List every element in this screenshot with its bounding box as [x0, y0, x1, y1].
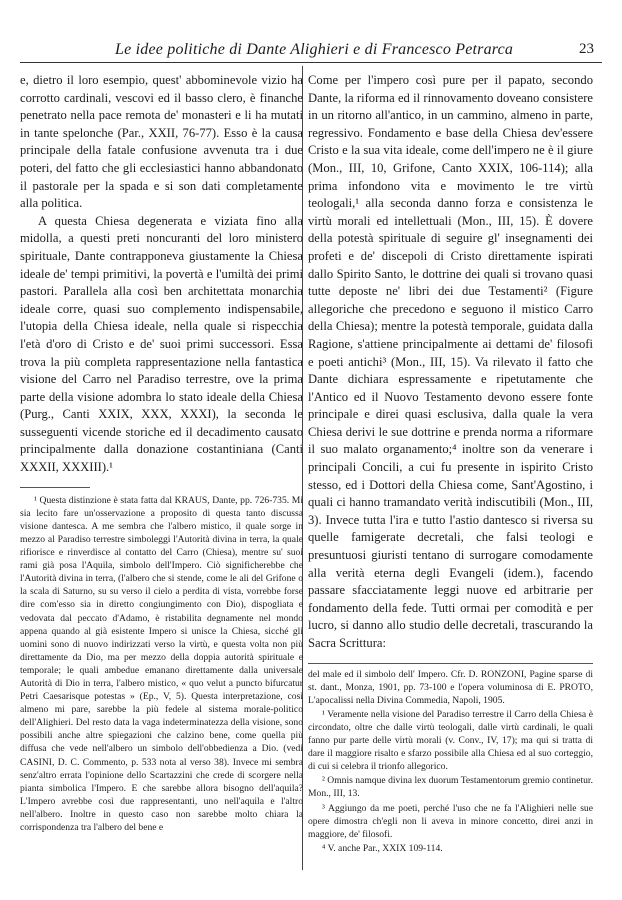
right-body-text: [308, 72, 593, 653]
footnote-r3: ³ Aggiungo da me poeti, perché l'uso che ne fa l'Alighieri nelle sue opere dimostra ch'egli non li aveva in minore concetto, direi anzi in maggiore, de' filosofi.: [308, 802, 593, 840]
running-header: [20, 40, 602, 63]
footnote-rule: [20, 487, 90, 488]
left-paragraph-2: A questa Chiesa degenerata e viziata fino alla midolla, a questi preti noncuranti del loro ministero spirituale, Dante contrapponeva giustamente la Chiesa ideale de' tempi primitivi, la povertà e l'umiltà dei primi pastori. Parallela alla così ben architettata monarchia ideale corre, quasi suo complemento indispensabile, l'utopia della Chiesa ideale, nella quale si rispecchia l'età d'oro di Cristo e de' suoi primi successori. Essa trova la più completa rappresentazione nella fantastica visione del Carro nel Paradiso terrestre, ove la prima parte della visione adombra lo stato ideale della Chiesa (Purg., Canti XXIX, XXX, XXXI), la seconda le susseguenti vicende storiche ed il decadimento causato principalmente dalla donazione costantiniana (Canti XXXII, XXXIII).¹: [20, 213, 303, 475]
footnote-1: ¹ Questa distinzione è stata fatta dal KRAUS, Dante, pp. 726-735. Mi sia lecito fare un'osservazione a proposito di questa tanto discussa visione dantesca. A me sembra che l'albero mistico, il quale sorge in mezzo al Paradiso terrestre simboleggi l'Autorità divina in terra, la quale rifiorisce e rinverdisce al contatto del Carro (Chiesa), mentre su' suoi rami già posa l'Aquila, simbolo dell'Impero. Ciò significherebbe che l'Autorità divina in terra, (l'albero che si stende, come le ali del Grifone o la scala di Saturno, su su verso il cielo a perdita di vista, vorrebbe forse dire com'esso sia in diretto congiungimento con Dio), dispogliata e vedovata dal peccato d'Adamo, è ristabilita degnamente nel mondo appena quando al già esistente Impero si unisce la Chiesa, sicché gli uomini sono di nuovo indirizzati verso la virtù, e questa volta non più direttamente da Dio, ma per mezzo della doppia autorità spirituale e temporale; le quali ambedue emanano direttamente dalla universale Autorità di Dio in terra, l'albero mistico, « quo velut a puncto bifurcatur Petri Caesarisque potestas » (Ep., V, 5). Questa interpretazione, così almeno mi pare, sarebbe la più fedele al sistema morale-politico dell'Alighieri. Del resto data la vaga indeterminatezza della visione, sono possibili anche altre spiegazioni che calzino bene, come quella più diffusa che vede nell'albero un simbolo dell'obbedienza a Dio. (vedi CASINI, D. C. Commento, p. 533 nota al verso 38). Invece mi sembra senz'altro errata l'opinione dello Scartazzini che crede di scorgere nella pianta simbolica l'Impero. E che sarebbe allora bisogno dell'aquila? L'Impero avrebbe così due rappresentanti, uno nell'aquila e l'altro nell'albero. Inoltre in questo caso non sarebbe molto chiara la corrispondenza tra l'albero del bene e: [20, 494, 303, 833]
right-column: [308, 72, 593, 855]
footnote-r2: ² Omnis namque divina lex duorum Testamentorum gremio continetur. Mon., III, 13.: [308, 775, 593, 800]
page-number: 23: [579, 41, 594, 57]
left-paragraph-1: e, dietro il loro esempio, quest' abbominevole vizio ha corrotto cardinali, vescovi ed il basso clero, è finanche penetrato nella pace remota de' monasteri e li ha mutati in tante spelonche (Par., XXII, 76-77). Esso è la causa principale della fatale confusione avvenuta tra i due poteri, del fatto che gli ecclesiastici hanno abbandonato il pastorale per la spada e si son dati completamente alla politica.: [20, 73, 303, 211]
running-title: Le idee politiche di Dante Alighieri e di Francesco Petrarca: [115, 41, 514, 58]
left-footnotes: [20, 494, 303, 834]
footnote-r1: ¹ Veramente nella visione del Paradiso terrestre il Carro della Chiesa è circondato, oltre che dalle virtù teologali, dalle virtù cardinali, le quali fanno pur parte delle virtù morali (v. Conv., IV, 17); ma qui si tratta di dare il maggiore risalto e sfarzo possibile alla Chiesa ed al suo corteggio, di cui si celebra il trionfo allegorico.: [308, 708, 593, 773]
footnote-r4: ⁴ V. anche Par., XXIX 109-114.: [322, 842, 443, 854]
right-footnotes: [308, 668, 593, 855]
left-column: [20, 72, 303, 834]
right-paragraph-1: Come per l'impero così pure per il papato, secondo Dante, la riforma ed il rinnovamento doveano consistere in un ritorno all'antico, in un cammino, almeno in parte, regressivo. Fondamento e base della Chiesa dev'essere Cristo e la sua vita ideale, come dell'impero ne è il giure (Mon., III, 10, Grifone, Canto XXIX, 106-114); alla prima infondono vita e movimento le tre virtù teologali,¹ alla seconda danno forza e consistenza le virtù morali ed intellettuali (Mon., III, 15). È dovere della potestà spirituale di seguire gl' insegnamenti dei profeti e de' discepoli di Cristo direttamente ispirati dallo Spirito Santo, le dottrine dei quali si trovano quasi tutte deposte ne' libri dei due Testamenti² (Figure allegoriche che precedono e seguono il mistico Carro della Chiesa); mentre la potestà temporale, guidata dalla Ragione, s'attiene principalmente ai dettami de' filosofi e poeti antichi³ (Mon., III, 15). Va rilevato il fatto che Dante dichiara espressamente e ripetutamente che l'Antico ed il Nuovo Testamento devono essere fonte principale e direi quasi esclusiva, dalla quale la vera Chiesa derivi le sue dottrine e prenda norma a riformare il suo malato organamento;⁴ inoltre son da venerare i principali Concili, a cui fu presente in ispirito Cristo stesso, ed i Dottori della Chiesa come, Sant'Agostino, i quali ci hanno tramandato verità indiscutibili (Mon., III, 3). Invece tutta l'ira e tutto l'astio dantesco si riversa su quelle famigerate decretali, che falsi teologi e presuntuosi giuristi tentano di surrogare comodamente alla verità eterna degli Evangeli (idem.), facendo passare sfacciatamente leggi nuove ed arbitrarie per fondamento della fede. Tutti ormai per comodità e per lucro, si danno allo studio delle decretali, trascurando la Sacra Scrittura:: [308, 73, 593, 650]
footnote-separator: [308, 663, 593, 664]
footnote-continued: del male ed il simbolo dell' Impero. Cfr. D. RONZONI, Pagine sparse di st. dant., Monza, 1901, pp. 73-100 e l'opera voluminosa di E. PROTO, L'apocalissi nella Divina Commedia, Napoli, 1905.: [308, 668, 593, 706]
left-body-text: [20, 72, 303, 477]
